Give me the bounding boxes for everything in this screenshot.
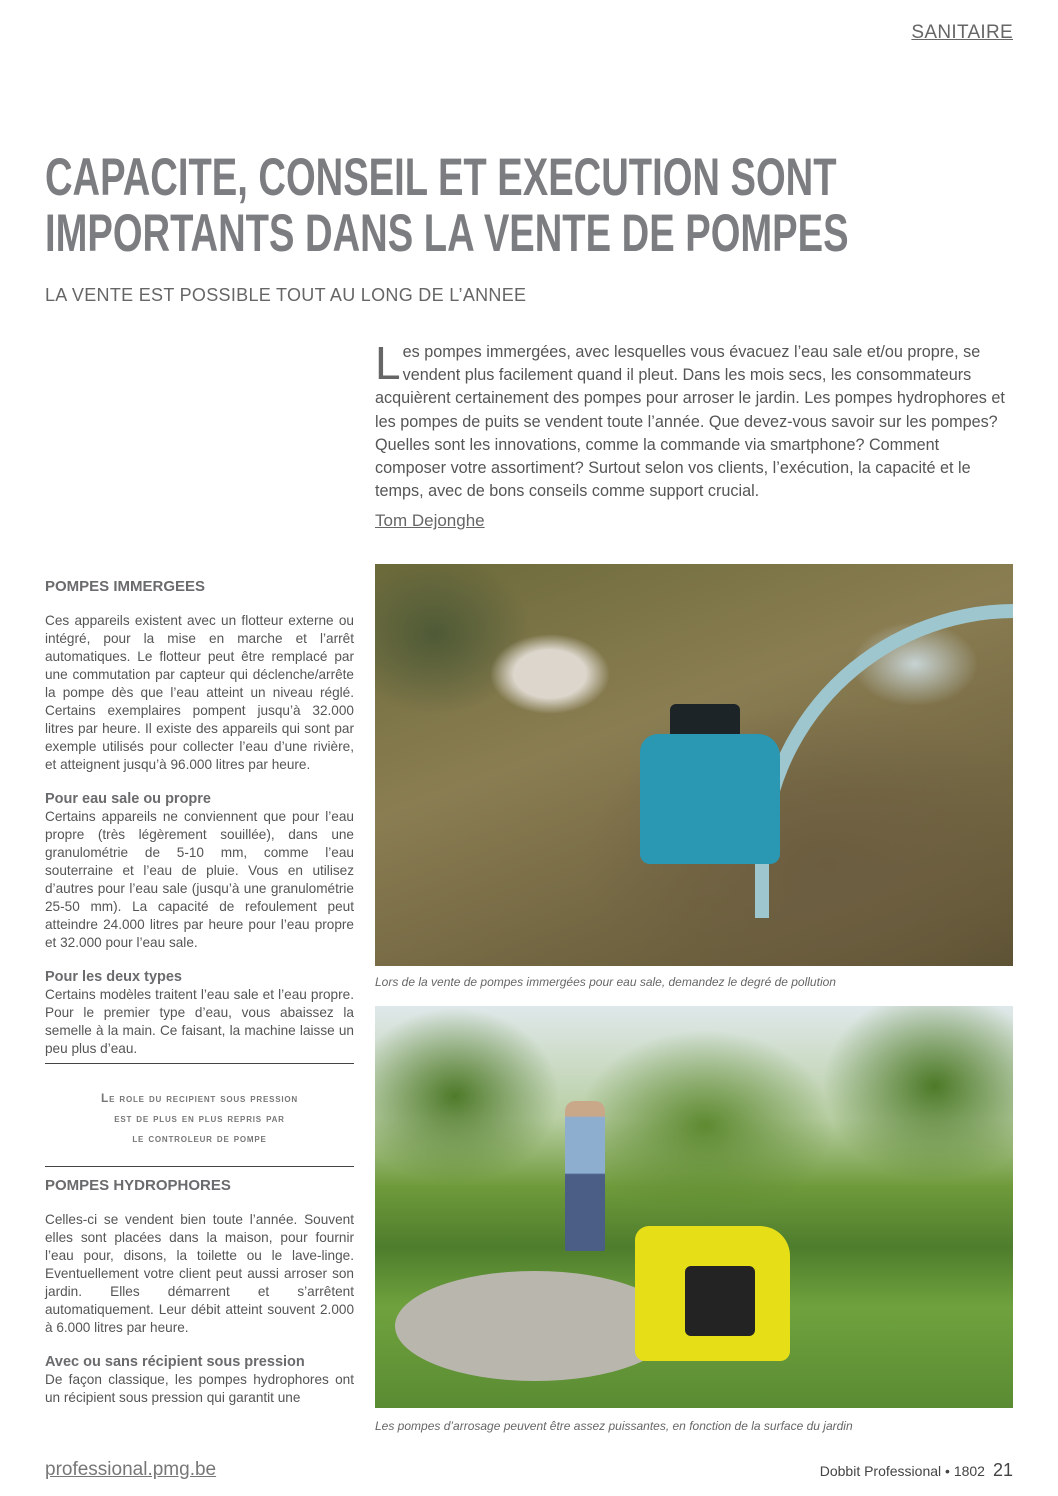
- article-title: CAPACITE, CONSEIL ET EXECUTION SONT IMPORTANTS DANS LA VENTE DE POMPES: [45, 148, 849, 263]
- pull-quote-line: est de plus en plus repris par: [114, 1111, 285, 1125]
- article-subtitle: LA VENTE EST POSSIBLE TOUT AU LONG DE L’ANNEE: [45, 285, 527, 305]
- paragraph: Certains modèles traitent l’eau sale et l’eau propre. Pour le premier type d’eau, vous abaissez la semelle à la main. Ce faisant, la machine laisse un peu plus d’eau.: [45, 987, 354, 1056]
- page-number: 21: [992, 1460, 1013, 1480]
- section-label: SANITAIRE: [911, 22, 1013, 43]
- paragraph: Ces appareils existent avec un flotteur externe ou intégré, pour la mise en marche et l’arrêt automatiques. Le flotteur peut être remplacé par une commutation par capteur qui déclenche/arrête la pompe dès que l’eau atteint un niveau réglé. Certains exemplaires pompent jusqu’à 32.000 litres par heure. Il existe des appareils qui sont par exemple utilisés pour collecter l’eau d’une rivière, et atteignent jusqu’à 96.000 litres par heure.: [45, 613, 354, 772]
- drop-cap: L: [375, 337, 401, 389]
- paragraph: Certains appareils ne conviennent que pour l’eau propre (très légèrement souillée), dans une granulométrie de 5-10 mm, comme l’eau souterraine et l’eau de pluie. Vous en utilisez d’autres pour l’eau sale (jusqu’à une granulométrie 25-50 mm). La capacité de refoulement peut atteindre 24.000 litres par heure pour l’eau propre et 32.000 pour l’eau sale.: [45, 809, 354, 950]
- article-intro: [375, 337, 1005, 503]
- hose: [755, 604, 1013, 918]
- paragraph: De façon classique, les pompes hydrophores ont un récipient sous pression qui garantit une: [45, 1372, 354, 1405]
- gravel: [395, 1271, 675, 1381]
- trees: [375, 1006, 1013, 1236]
- subheading: Pour les deux types: [45, 969, 182, 985]
- pull-quote-line: le controleur de pompe: [132, 1131, 267, 1145]
- section-heading: POMPES HYDROPHORES: [45, 1177, 231, 1194]
- left-column: [45, 578, 354, 1407]
- page-footer: [820, 1460, 1013, 1481]
- section-heading: POMPES IMMERGEES: [45, 578, 206, 595]
- photo-caption: Les pompes d’arrosage peuvent être assez puissantes, en fonction de la surface du jardin: [375, 1419, 853, 1433]
- pump-panel: [685, 1266, 755, 1336]
- intro-block: [375, 337, 1005, 531]
- photo-submersible-pump-pond: [375, 564, 1013, 966]
- submersible-pump: [640, 734, 780, 864]
- subheading: Pour eau sale ou propre: [45, 791, 211, 807]
- intro-text: es pompes immergées, avec lesquelles vous évacuez l’eau sale et/ou propre, se vendent plus facilement quand il pleut. Dans les mois secs, les consommateurs acquièrent certainement des pompes pour arroser le jardin. Les pompes hydrophores et les pompes de puits se vendent toute l’année. Que devez-vous savoir sur les pompes? Quelles sont les innovations, comme la commande via smartphone? Comment composer votre assortiment? Surtout selon vos clients, l’exécution, la capacité et le temps, avec de bons conseils comme support crucial.: [375, 343, 1005, 501]
- man-watering: [565, 1101, 605, 1251]
- photo-garden-pump: [375, 1006, 1013, 1408]
- author-link[interactable]: Tom Dejonghe: [375, 511, 485, 531]
- website-link[interactable]: professional.pmg.be: [45, 1459, 217, 1480]
- paragraph: Celles-ci se vendent bien toute l’année. Souvent elles sont placées dans la maison, pour fournir l’eau pour, disons, la toilette ou le lave-linge. Eventuellement votre client peut aussi arroser son jardin. Elles démarrent et s’arrêtent automatiquement. Leur débit atteint souvent 2.000 à 6.000 litres par heure.: [45, 1212, 354, 1335]
- photo-caption: Lors de la vente de pompes immergées pour eau sale, demandez le degré de pollution: [375, 975, 836, 989]
- subheading: Avec ou sans récipient sous pression: [45, 1354, 305, 1370]
- divider: [45, 1166, 354, 1167]
- pull-quote-line: Le role du recipient sous pression: [100, 1091, 298, 1105]
- pull-quote: [45, 1064, 354, 1166]
- publication-name: Dobbit Professional • 1802: [819, 1463, 985, 1479]
